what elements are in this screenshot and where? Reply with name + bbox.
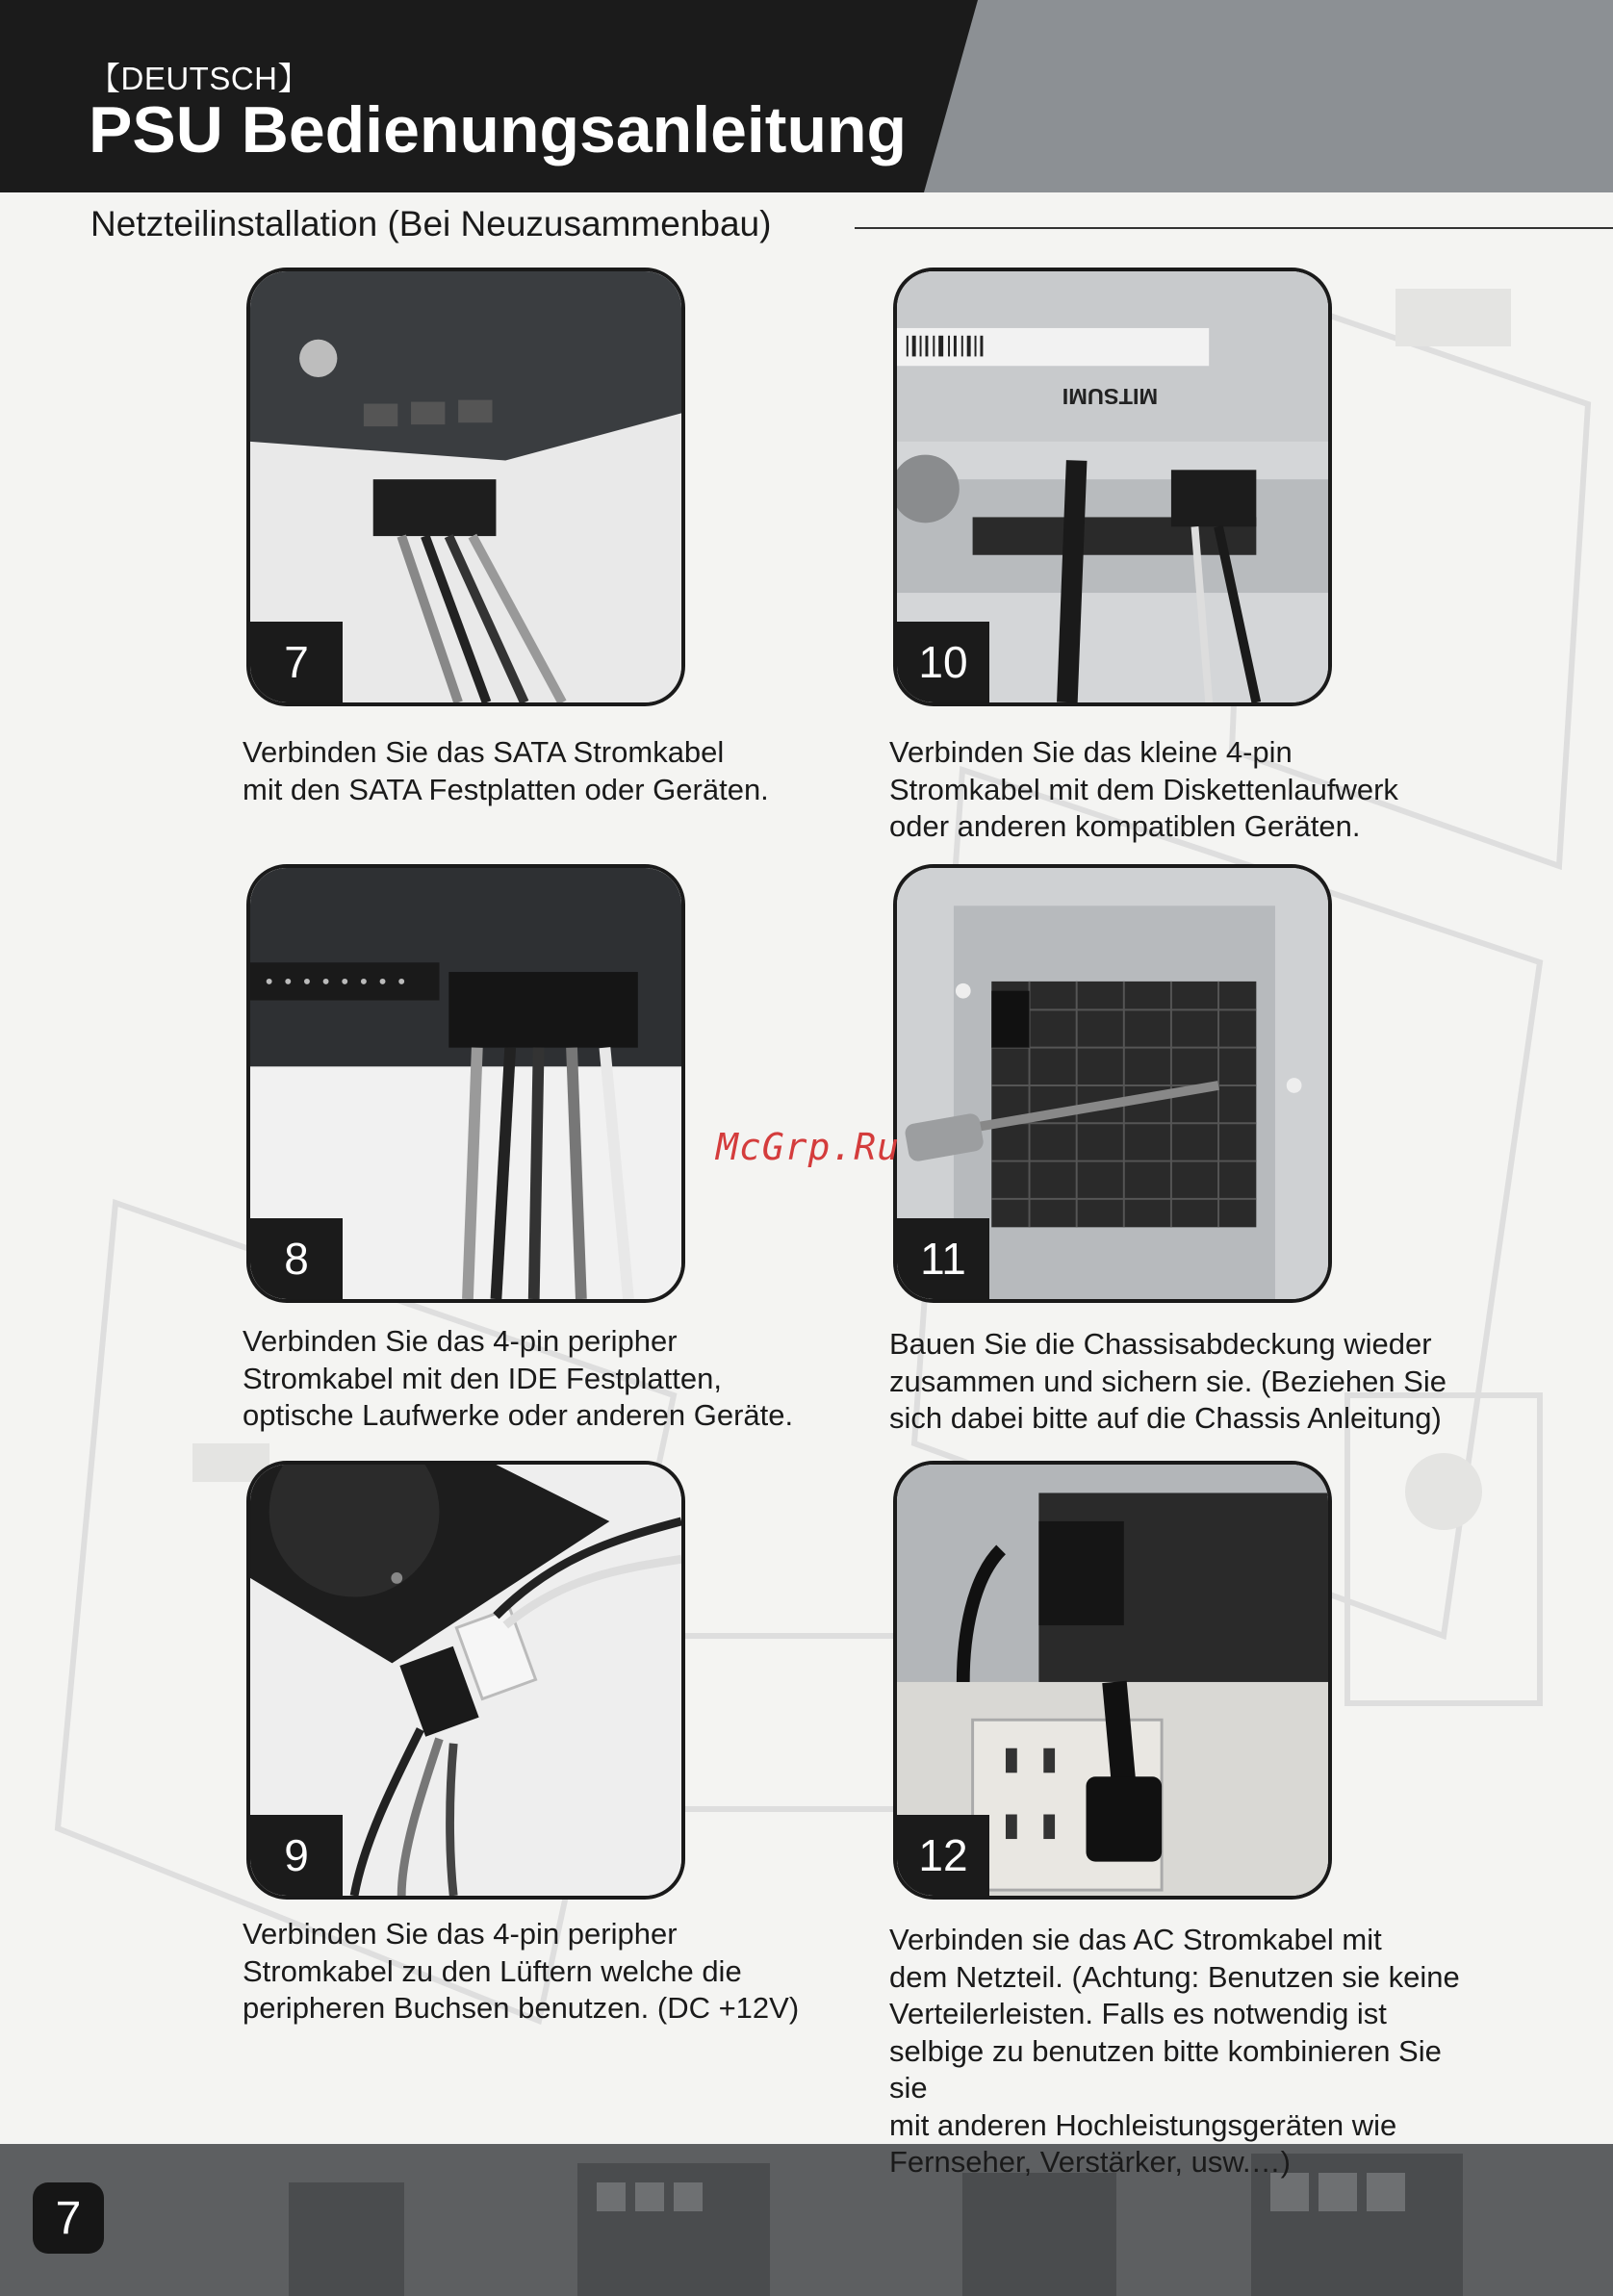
step-11-photo <box>893 864 1332 1303</box>
step-9-caption: Verbinden Sie das 4-pin peripher Stromkabel zu den Lüftern welche die peripheren Buchsen benutzen. (DC +12V) <box>243 1917 800 2025</box>
step-number-badge: 10 <box>897 622 989 702</box>
page-title: PSU Bedienungsanleitung <box>89 93 908 166</box>
language-label: 【DEUTSCH】 <box>89 61 311 96</box>
step-number-badge: 8 <box>250 1218 343 1299</box>
page-number: 7 <box>33 2182 104 2254</box>
drive-label-text: MITSUMI <box>1062 383 1159 409</box>
step-12-photo <box>893 1461 1332 1900</box>
step-8-photo <box>246 864 685 1303</box>
step-number-badge: 7 <box>250 622 343 702</box>
step-7-caption: Verbinden Sie das SATA Stromkabel mit den SATA Festplatten oder Geräten. <box>243 735 769 806</box>
step-11-caption: Bauen Sie die Chassisabdeckung wieder zusammen und sichern sie. (Beziehen Sie sich dabei bitte auf die Chassis Anleitung) <box>889 1327 1447 1435</box>
step-8-caption: Verbinden Sie das 4-pin peripher Stromkabel mit den IDE Festplatten, optische Laufwerke oder anderen Geräte. <box>243 1324 794 1432</box>
step-number-badge: 9 <box>250 1815 343 1896</box>
step-10-caption: Verbinden Sie das kleine 4-pin Stromkabel mit dem Diskettenlaufwerk oder anderen kompatiblen Geräten. <box>889 735 1398 843</box>
section-divider <box>855 227 1613 229</box>
section-title: Netzteilinstallation (Bei Neuzusammenbau) <box>90 204 772 243</box>
step-10-photo <box>893 268 1332 706</box>
step-number-badge: 11 <box>897 1218 989 1299</box>
watermark: McGrp.Ru <box>716 1126 901 1168</box>
step-12-caption: Verbinden sie das AC Stromkabel mit dem Netzteil. (Achtung: Benutzen sie keine Verteilerleisten. Falls es notwendig ist selbige zu benutzen bitte kombinieren Sie sie mit anderen Hochleistungsgeräten wie Fernseher, Verstärker, usw.…) <box>889 1923 1460 2179</box>
step-number-badge: 12 <box>897 1815 989 1896</box>
step-7-photo <box>246 268 685 706</box>
step-9-photo <box>246 1461 685 1900</box>
